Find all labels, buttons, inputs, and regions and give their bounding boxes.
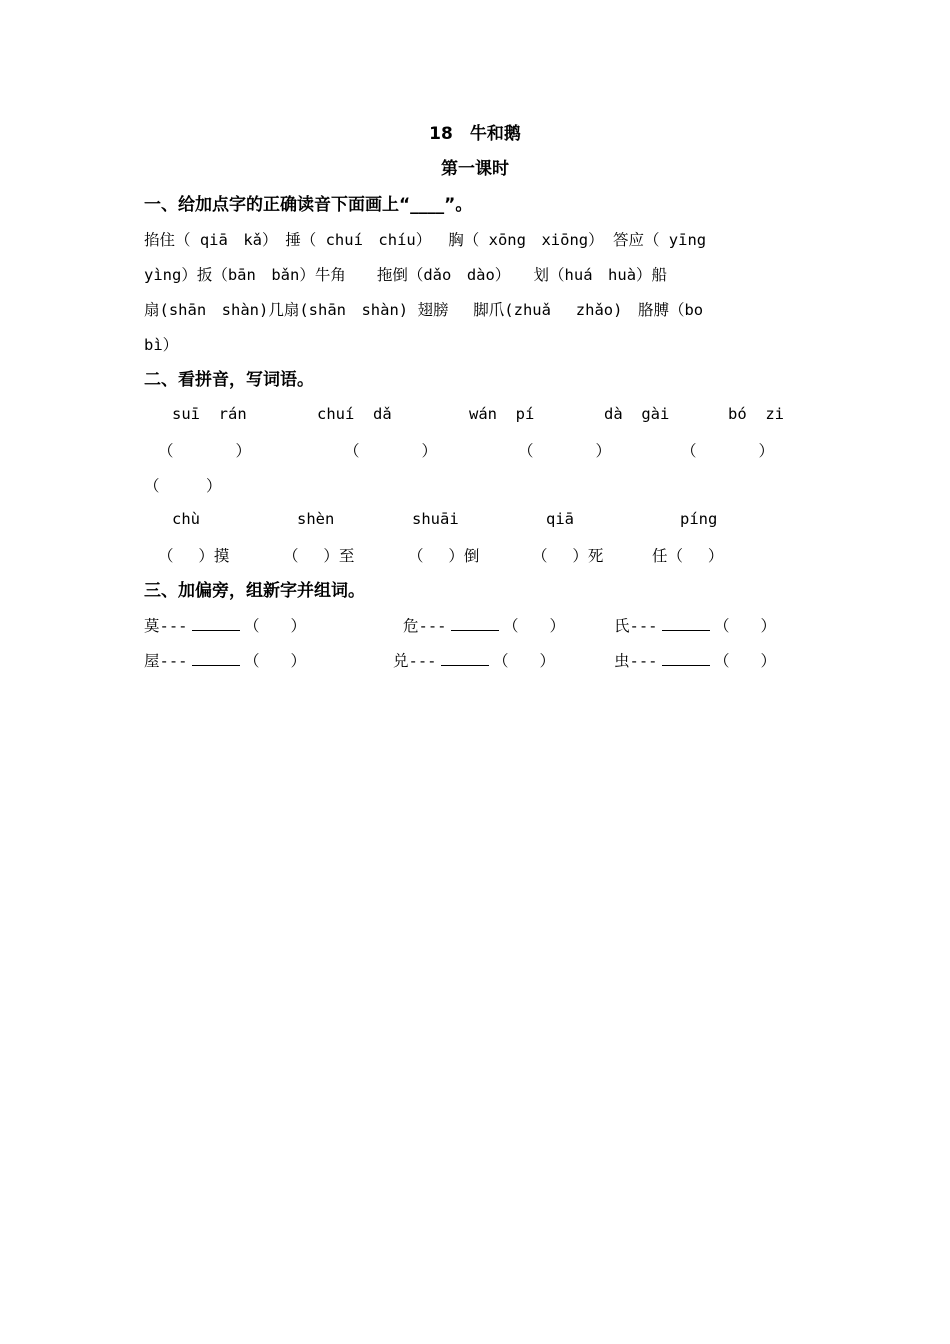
pinyin-item: píng	[680, 510, 718, 528]
blank-line[interactable]	[192, 649, 240, 666]
fill-item[interactable]: （ ）摸	[158, 547, 230, 565]
blank-line[interactable]	[662, 649, 710, 666]
radical-paren[interactable]: （ ）	[244, 617, 307, 635]
section-1-line: 掐住（ qiā kǎ） 捶（ chuí chíu） 胸（ xōng xiōng） 答应（ yīng	[144, 231, 707, 249]
radical-paren[interactable]: （ ）	[493, 652, 556, 670]
page-title: 18 牛和鹅	[429, 124, 521, 144]
radical-paren[interactable]: （ ）	[714, 617, 777, 635]
pinyin-item: shèn	[297, 510, 335, 528]
blank-line[interactable]	[441, 649, 489, 666]
fill-item[interactable]: （ ）至	[283, 547, 355, 565]
pinyin-item: shuāi	[412, 510, 459, 528]
pinyin-item: bó zi	[728, 405, 784, 423]
pinyin-item: chuí dǎ	[317, 405, 392, 423]
radical-char: 莫---	[144, 617, 188, 635]
section-1-line: yìng）扳（bān bǎn）牛角 拖倒（dǎo dào） 划（huá huà）船	[144, 266, 668, 284]
pinyin-item: dà gài	[604, 405, 670, 423]
answer-paren[interactable]: （ ）	[144, 477, 222, 495]
fill-item[interactable]: （ ）倒	[408, 547, 480, 565]
blank-line[interactable]	[662, 614, 710, 631]
section-1-line: 扇(shān shàn)几扇(shān shàn) 翅膀 脚爪(zhuǎ zhǎo) 胳膊（bo	[144, 301, 704, 319]
blank-line[interactable]	[192, 614, 240, 631]
radical-paren[interactable]: （ ）	[244, 652, 307, 670]
pinyin-item: suī rán	[172, 405, 247, 423]
section-1-heading: 一、给加点字的正确读音下面画上“____”。	[144, 195, 473, 215]
section-3-heading: 三、加偏旁，组新字并组词。	[144, 581, 365, 601]
pinyin-item: chù	[172, 510, 200, 528]
answer-paren[interactable]: （ ）	[518, 442, 612, 460]
section-2-heading: 二、看拼音，写词语。	[144, 370, 314, 390]
radical-char: 虫---	[614, 652, 658, 670]
answer-paren[interactable]: （ ）	[681, 442, 775, 460]
radical-char: 兑---	[393, 652, 437, 670]
fill-item[interactable]: 任（ ）	[652, 547, 724, 565]
radical-paren[interactable]: （ ）	[503, 617, 566, 635]
pinyin-item: wán pí	[469, 405, 535, 423]
pinyin-item: qiā	[546, 510, 574, 528]
fill-item[interactable]: （ ）死	[532, 547, 604, 565]
section-1-line: bì）	[144, 336, 179, 354]
radical-char: 氏---	[614, 617, 658, 635]
radical-paren[interactable]: （ ）	[714, 652, 777, 670]
answer-paren[interactable]: （ ）	[344, 442, 438, 460]
answer-paren[interactable]: （ ）	[158, 442, 252, 460]
blank-line[interactable]	[451, 614, 499, 631]
radical-char: 屋---	[144, 652, 188, 670]
radical-char: 危---	[403, 617, 447, 635]
page-subtitle: 第一课时	[441, 159, 509, 179]
